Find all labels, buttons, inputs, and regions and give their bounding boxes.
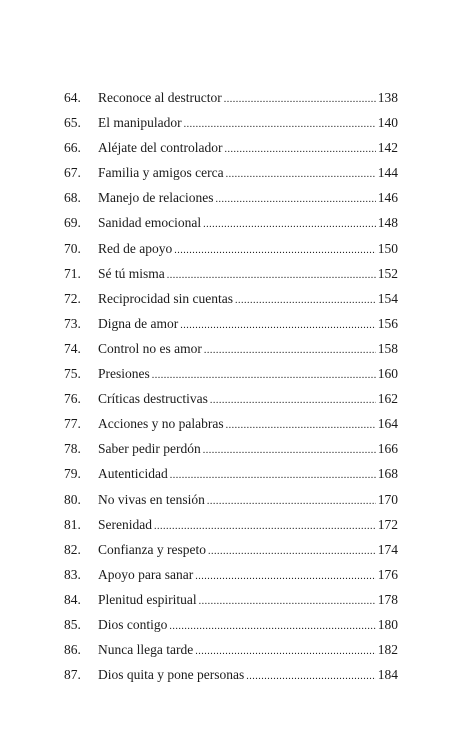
toc-entry-page: 164	[377, 416, 398, 432]
toc-entry-number: 82.	[64, 541, 81, 557]
toc-entry-page: 170	[377, 491, 398, 507]
table-of-contents	[64, 85, 398, 687]
toc-entry-page: 154	[377, 290, 398, 306]
toc-entry-number: 69.	[64, 215, 81, 231]
dot-leader	[207, 489, 376, 514]
toc-entry-title: No vivas en tensión	[98, 491, 205, 507]
toc-entry-number: 80.	[64, 491, 81, 507]
toc-entry-number: 77.	[64, 416, 81, 432]
dot-leader	[174, 238, 376, 263]
toc-entry-number: 78.	[64, 441, 81, 457]
dot-leader	[210, 388, 376, 413]
toc-entry-title: Red de apoyo	[98, 240, 173, 256]
toc-entry-number: 73.	[64, 315, 81, 331]
toc-entry-page: 156	[377, 315, 398, 331]
toc-entry	[64, 461, 398, 486]
toc-entry-title: Plenitud espiritual	[98, 591, 197, 607]
toc-entry-number: 72.	[64, 290, 81, 306]
toc-entry-title: Digna de amor	[98, 315, 179, 331]
toc-entry	[64, 110, 398, 135]
toc-entry-page: 178	[377, 591, 398, 607]
dot-leader	[203, 212, 376, 237]
dot-leader	[154, 514, 376, 539]
toc-entry-number: 79.	[64, 466, 81, 482]
toc-entry-number: 76.	[64, 391, 81, 407]
toc-entry-number: 67.	[64, 165, 81, 181]
toc-entry-title: Sanidad emocional	[98, 215, 202, 231]
toc-entry-page: 168	[377, 466, 398, 482]
toc-entry-number: 68.	[64, 190, 81, 206]
toc-entry-page: 138	[377, 90, 398, 105]
toc-entry-page: 140	[377, 115, 398, 131]
toc-entry-page: 146	[377, 190, 398, 206]
toc-entry	[64, 336, 398, 361]
toc-entry-page: 150	[377, 240, 398, 256]
toc-entry-title: Aléjate del controlador	[98, 140, 223, 156]
toc-entry-title: El manipulador	[98, 115, 182, 131]
dot-leader	[208, 539, 376, 564]
toc-entry	[64, 361, 398, 386]
toc-entry	[64, 637, 398, 662]
toc-entry-page: 166	[377, 441, 398, 457]
toc-entry-title: Serenidad	[98, 516, 152, 532]
toc-entry-page: 144	[377, 165, 398, 181]
toc-entry	[64, 85, 398, 110]
toc-entry-page: 180	[377, 616, 398, 632]
toc-entry	[64, 160, 398, 185]
toc-entry-page: 182	[377, 642, 398, 658]
toc-entry-number: 86.	[64, 642, 81, 658]
toc-entry-title: Manejo de relaciones	[98, 190, 214, 206]
toc-entry-number: 70.	[64, 240, 81, 256]
toc-entry-title: Dios contigo	[98, 616, 168, 632]
toc-entry	[64, 537, 398, 562]
toc-entry-title: Confianza y respeto	[98, 541, 206, 557]
dot-leader	[180, 313, 376, 338]
toc-entry-number: 66.	[64, 140, 81, 156]
toc-entry	[64, 587, 398, 612]
toc-entry	[64, 562, 398, 587]
toc-entry-number: 84.	[64, 591, 81, 607]
toc-entry-number: 85.	[64, 616, 81, 632]
dot-leader	[169, 614, 375, 639]
toc-entry-page: 176	[377, 566, 398, 582]
toc-entry	[64, 286, 398, 311]
dot-leader	[204, 338, 376, 363]
dot-leader	[235, 288, 376, 313]
toc-entry	[64, 436, 398, 461]
dot-leader	[170, 463, 376, 488]
toc-entry-page: 184	[377, 667, 398, 683]
toc-entry-page: 174	[377, 541, 398, 557]
toc-entry-title: Reconoce al destructor	[98, 90, 222, 105]
toc-entry-title: Dios quita y pone personas	[98, 667, 245, 683]
toc-entry-page: 160	[377, 366, 398, 382]
toc-entry	[64, 135, 398, 160]
toc-entry	[64, 185, 398, 210]
toc-entry-number: 64.	[64, 90, 81, 105]
toc-entry-page: 162	[377, 391, 398, 407]
toc-entry	[64, 487, 398, 512]
dot-leader	[152, 363, 376, 388]
toc-entry-page: 142	[377, 140, 398, 156]
dot-leader	[215, 187, 375, 212]
toc-entry	[64, 612, 398, 637]
dot-leader	[195, 564, 376, 589]
dot-leader	[224, 87, 376, 112]
toc-entry-page: 158	[377, 340, 398, 356]
toc-entry	[64, 261, 398, 286]
toc-entry	[64, 311, 398, 336]
toc-entry-title: Presiones	[98, 366, 150, 382]
dot-leader	[195, 639, 376, 664]
toc-entry-number: 83.	[64, 566, 81, 582]
toc-entry-number: 75.	[64, 366, 81, 382]
toc-entry-title: Control no es amor	[98, 340, 202, 356]
toc-entry-number: 81.	[64, 516, 81, 532]
toc-entry-number: 87.	[64, 667, 81, 683]
toc-entry-page: 172	[377, 516, 398, 532]
toc-entry-page: 152	[377, 265, 398, 281]
toc-entry-number: 65.	[64, 115, 81, 131]
toc-entry-title: Acciones y no palabras	[98, 416, 224, 432]
dot-leader	[199, 589, 376, 614]
toc-entry	[64, 236, 398, 261]
toc-entry-number: 71.	[64, 265, 81, 281]
toc-entry-title: Autenticidad	[98, 466, 168, 482]
toc-entry-title: Saber pedir perdón	[98, 441, 201, 457]
dot-leader	[184, 112, 376, 137]
dot-leader	[203, 438, 376, 463]
toc-entry	[64, 512, 398, 537]
toc-entry-title: Críticas destructivas	[98, 391, 208, 407]
toc-entry	[64, 662, 398, 687]
toc-entry-title: Sé tú misma	[98, 265, 165, 281]
dot-leader	[226, 413, 376, 438]
toc-entry	[64, 411, 398, 436]
toc-entry	[64, 386, 398, 411]
dot-leader	[246, 664, 376, 689]
dot-leader	[226, 162, 376, 187]
dot-leader	[167, 263, 376, 288]
toc-entry-page: 148	[377, 215, 398, 231]
toc-entry	[64, 210, 398, 235]
toc-entry-title: Reciprocidad sin cuentas	[98, 290, 233, 306]
toc-entry-number: 74.	[64, 340, 81, 356]
dot-leader	[224, 137, 375, 162]
toc-entry-title: Nunca llega tarde	[98, 642, 194, 658]
toc-entry-title: Apoyo para sanar	[98, 566, 194, 582]
toc-entry-title: Familia y amigos cerca	[98, 165, 224, 181]
